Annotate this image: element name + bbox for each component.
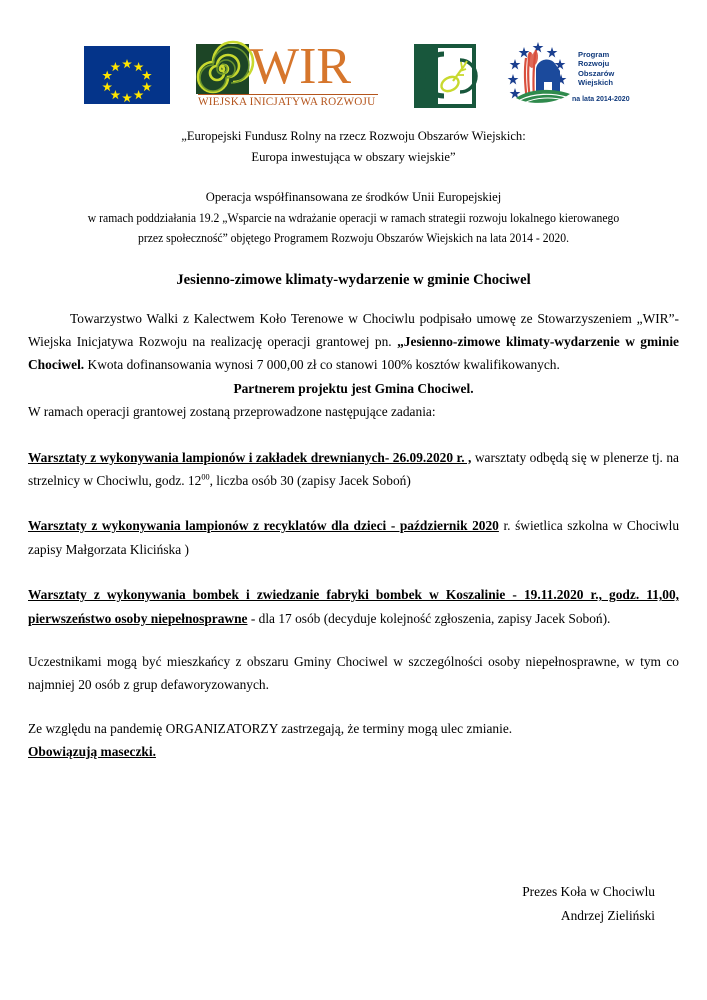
page-title: Jesienno-zimowe klimaty-wydarzenie w gminie Chociwel [176,271,531,288]
task-item-2 [28,514,679,561]
wir-spiral-svg [196,44,249,94]
intro-grant-name: „Jesienno-zimowe klimaty-wydarzenie w gminie Chociwel. [28,333,679,373]
task-item-3 [28,583,679,630]
prow-graphic-svg [500,38,582,114]
signature-block [0,880,707,927]
operation-line2: w ramach poddziałania 19.2 „Wsparcie na wdrażanie operacji w ramach strategii rozwoju lokalnego kierowanego [87,210,620,225]
leader-logo [393,43,476,108]
task-2-heading: Warsztaty z wykonywania lampionów z recyklatów dla dzieci - październik 2020 [28,518,499,534]
task-1-heading: Warsztaty z wykonywania lampionów i zakładek drewnianych- 26.09.2020 r. , [28,449,472,465]
task-1-time-superscript: 00 [201,472,210,482]
leader-label: LEADER [393,43,403,88]
participants-paragraph: Uczestnikami mogą być mieszkańcy z obszaru Gminy Chociwel w szczególności osoby niepełnosprawne, w tym co najmniej 20 osób z grup defaworyzowanych. [28,653,679,693]
task-3-heading: Warsztaty z wykonywania bombek i zwiedzanie fabryki bombek w Koszalinie - 19.11.2020 r., godz. 11,00, pierwszeństwo osoby niepełnosprawne [28,587,679,626]
european-union-flag-icon [84,46,170,104]
leader-graphic-svg [414,44,476,108]
task-2-body-pre: r. świetlica szkolna w Chociwlu zapisy Małgorzata Klicińska ) [28,518,680,557]
intro-part-c: Kwota dofinansowania wynosi 7 000,00 zł co stanowi 100% kosztów kwalifikowanych. [84,357,560,373]
wir-logo [196,38,378,112]
intro-paragraph [28,307,679,377]
task-1-body-pre: warsztaty odbędą się w plenerze tj. na strzelnicy w Chociwlu, godz. 12 [28,449,679,488]
task-item-1 [28,446,679,493]
wir-spiral-icon [196,44,249,94]
operation-line1: Operacja współfinansowana ze środków Unii Europejskiej [205,190,502,204]
tasks-lead-in: W ramach operacji grantowej zostaną przeprowadzone następujące zadania: [28,404,436,420]
prow-line4: Wiejskich [578,78,613,88]
prow-years: na lata 2014-2020 [572,96,630,103]
pandemic-notice: Ze względu na pandemię ORGANIZATORZY zastrzegają, że terminy mogą ulec zmianie. [28,720,513,736]
task-1-body-post: , liczba osób 30 (zapisy Jacek Soboń) [209,472,411,488]
eafrd-quote-line1: „Europejski Fundusz Rolny na rzecz Rozwoju Obszarów Wiejskich: [181,129,526,143]
wir-subtitle: WIEJSKA INICJATYWA ROZWOJU [198,94,378,108]
prow-line3: Obszarów [578,68,615,78]
operation-line3: przez społeczność” objętego Programem Rozwoju Obszarów Wiejskich na lata 2014 - 2020. [138,231,569,245]
intro-part-a: Towarzystwo Walki z Kalectwem Koło Terenowe w Chociwlu podpisało umowę ze Stowarzyszeniem „WIR”- Wiejska Inicjatywa Rozwoju na realizację operacji grantowej pn. [28,310,679,349]
prow-program-text [578,50,614,88]
signature-role: Prezes Koła w Chociwlu [522,884,655,899]
document-body [0,126,707,764]
prow-line1: Program [578,50,610,59]
intro-partner-line: Partnerem projektu jest Gmina Chociwel. [233,380,474,396]
signature-name: Andrzej Zieliński [560,907,655,923]
prow-logo [500,38,630,114]
wir-wordmark: WIR [250,38,352,95]
eu-stars-svg [84,46,170,104]
task-3-body-pre: - dla 17 osób (decyduje kolejność zgłoszenia, zapisy Jacek Soboń). [247,610,611,626]
logo-bar [0,38,707,114]
eafrd-quote-line2: Europa inwestująca w obszary wiejskie” [251,149,456,164]
prow-line2: Rozwoju [578,59,610,69]
masks-required-notice: Obowiązują maseczki. [28,744,156,760]
